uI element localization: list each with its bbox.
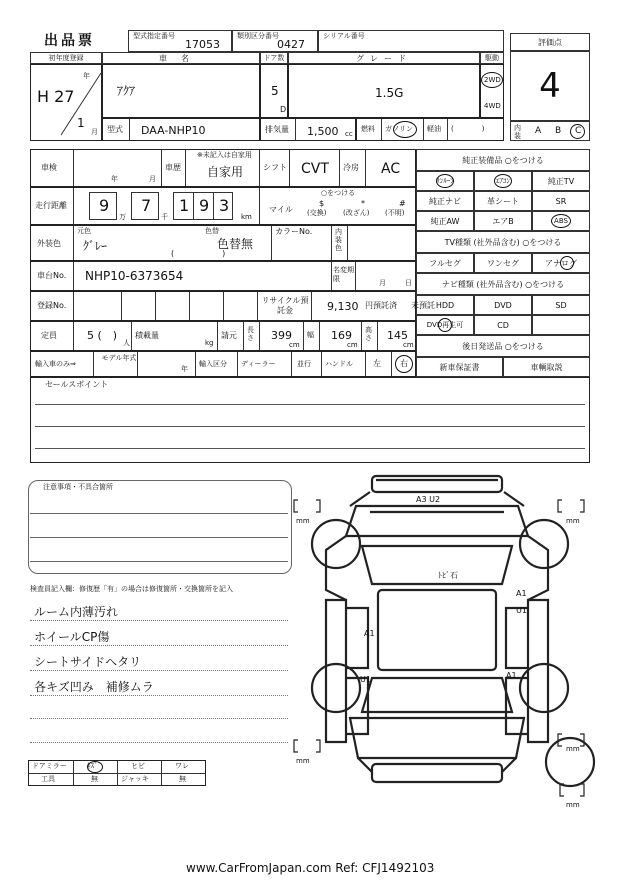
first-reg-month: 1 <box>77 116 85 130</box>
import-label: 輸入車のみ⇒ <box>35 360 76 368</box>
exchange-symbol: $ <box>319 199 325 208</box>
shift-value: CVT <box>301 161 329 177</box>
width-label: 幅 <box>307 331 314 339</box>
interior-color-label: 内装色 <box>335 228 342 252</box>
mirror-scratch-circle <box>87 761 103 773</box>
color-paren: ( ) <box>171 249 226 258</box>
recycle-label: リサイクル預託金 <box>261 296 309 315</box>
equip-airbag-label: エアB <box>492 216 514 226</box>
fuel-cell <box>356 118 504 141</box>
later-warranty-label: 新車保証書 <box>439 362 480 372</box>
navi-sd <box>532 295 590 315</box>
score-title-cell <box>510 33 590 51</box>
equip-aircon-label: ｴｱｺﾝ <box>496 177 510 185</box>
type-value: DAA-NHP10 <box>141 124 206 137</box>
navi-empty <box>532 315 590 335</box>
capacity-row <box>30 321 416 351</box>
tv-oneseg-label: ワンセグ <box>487 258 519 268</box>
sales-point-label: セールスポイント <box>45 380 109 389</box>
mm-label: mm <box>566 801 580 809</box>
inner-grade-a: A <box>535 126 542 136</box>
history-label: 車歴 <box>165 163 181 172</box>
note-line <box>30 718 288 719</box>
caution-label: 注意事項・不具合箇所 <box>43 483 113 491</box>
tv-type-title <box>416 231 590 253</box>
handle-left: 左 <box>373 359 381 368</box>
inspection-label: 車検 <box>41 163 57 172</box>
capacity-label: 定員 <box>41 331 57 340</box>
navi-cd-label: CD <box>497 320 509 330</box>
color-label: 外装色 <box>37 239 61 248</box>
factory-equip-title <box>416 149 590 171</box>
inner-grade-b: B <box>555 126 562 136</box>
displacement-label: 排気量 <box>265 125 289 134</box>
class-box <box>232 30 318 52</box>
first-reg-year: H 27 <box>37 87 75 106</box>
factory-equip-label: 純正装備品 ○をつける <box>462 155 544 165</box>
serial-label: シリアル番号 <box>323 32 365 40</box>
name-change-day: 日 <box>405 279 412 287</box>
recycle-value: 9,130 <box>327 300 359 313</box>
navi-dvd <box>474 295 532 315</box>
tv-analog-circle <box>560 256 574 270</box>
note-line <box>30 695 288 696</box>
color-no-label: カラーNo. <box>275 227 313 236</box>
equip-abs-circle <box>551 214 571 228</box>
mile-option: マイル <box>269 205 293 214</box>
note-line <box>30 742 288 743</box>
inspection-month-unit: 月 <box>149 175 156 183</box>
inner-grade-c: C <box>575 126 582 136</box>
mileage-digit-2: 7 <box>141 196 152 215</box>
damage-mark-right-rear: A1 <box>506 671 517 680</box>
navi-cd <box>474 315 532 335</box>
note-line <box>30 670 288 671</box>
mm-label: mm <box>566 745 580 753</box>
mileage-digit-1: 9 <box>99 196 110 215</box>
chassis-row <box>30 261 416 291</box>
score-title: 評価点 <box>538 37 562 47</box>
name-change-label: 名変期限 <box>333 266 354 283</box>
first-reg-label: 初年度登録 <box>48 54 84 62</box>
capacity-unit: 人 <box>123 339 130 347</box>
navi-type-label: ナビ種類 (社外品含む) ○をつける <box>441 279 565 289</box>
light-oil-label: 軽油 <box>427 125 441 133</box>
mirror-crack: ヒビ <box>131 762 145 770</box>
class-label: 類別区分番号 <box>237 32 279 40</box>
inner-grade-circle <box>570 124 585 139</box>
equip-sunroof-circle <box>436 174 454 188</box>
serial-box <box>318 30 504 52</box>
navi-hdd-label: HDD <box>435 300 455 310</box>
caution-line <box>30 561 288 562</box>
interior-grade-row <box>510 121 590 141</box>
note-line <box>30 645 288 646</box>
equip-sunroof-label: ｻﾝﾙｰﾌ <box>436 177 454 185</box>
navi-dvd-play-circle <box>438 318 452 332</box>
car-diagram <box>290 472 600 812</box>
drive-label-cell <box>480 52 504 64</box>
footer-ref: www.CarFromJapan.com Ref: CFJ1492103 <box>186 861 435 875</box>
import-row <box>30 351 416 377</box>
model-year-unit: 年 <box>181 365 188 373</box>
note-line <box>30 620 288 621</box>
tools-value: 無 <box>91 775 98 783</box>
ac-label: 冷房 <box>343 163 359 172</box>
km-unit: km <box>241 213 252 221</box>
later-items-title <box>416 335 590 357</box>
rear-bumper <box>372 764 502 782</box>
parallel-label: 並行 <box>297 360 311 368</box>
sales-point-box <box>30 377 590 463</box>
navi-sd-label: SD <box>555 300 567 310</box>
drive-2wd: 2WD <box>484 76 501 84</box>
exchange-label: (交換) <box>307 209 327 217</box>
car-name-cell <box>102 64 260 118</box>
note-item: 各キズ凹み 補修ムラ <box>34 680 154 694</box>
doors-label-cell <box>260 52 288 64</box>
year-unit: 年 <box>83 72 90 80</box>
navi-hdd <box>416 295 474 315</box>
grade-label: グレード <box>356 53 412 63</box>
width-cm-unit: cm <box>347 341 358 349</box>
tv-fullseg <box>416 253 474 273</box>
displacement-value: 1,500 <box>307 125 339 138</box>
equip-airbag <box>474 211 532 231</box>
grade-cell <box>288 64 480 118</box>
dealer-label: ディーラー <box>241 360 276 368</box>
rear-window <box>360 675 512 712</box>
equip-leather-label: 革シート <box>487 196 519 206</box>
cc-unit: cc <box>345 130 353 138</box>
equip-aw-label: 純正AW <box>430 216 460 226</box>
mm-label: mm <box>566 517 580 525</box>
mirror-scratch: ｷｽﾞ <box>87 762 98 770</box>
orig-color-label: 元色 <box>77 227 91 235</box>
class-value: 0427 <box>277 38 305 51</box>
model-year-label: モデル年式 <box>101 354 137 362</box>
note-item: ルーム内薄汚れ <box>34 605 119 619</box>
mirror-tools-table <box>28 760 206 786</box>
equip-navi-label: 純正ナビ <box>429 196 461 206</box>
mm-label: mm <box>296 757 310 765</box>
inspection-row <box>30 149 416 187</box>
roof <box>378 590 496 670</box>
damage-mark-front-bumper: A3 U2 <box>416 495 441 504</box>
doors-suffix: D <box>280 105 287 114</box>
windshield <box>362 546 512 584</box>
jack-label: ジャッキ <box>121 775 149 783</box>
tread-bracket-fl <box>294 500 320 512</box>
tread-bracket-fr <box>558 500 584 512</box>
left-door-panels <box>346 608 368 734</box>
mileage-label: 走行距離 <box>35 201 67 210</box>
not-deposit: 未預託 <box>411 301 435 310</box>
displacement-cell <box>260 118 356 141</box>
wheel-rear-left <box>312 664 360 712</box>
ask-label: 請元 <box>221 331 237 340</box>
name-change-month: 月 <box>379 279 386 287</box>
mile-note: ○をつける <box>321 189 356 197</box>
altered-label: (改ざん) <box>343 209 370 217</box>
unknown-label: (不明) <box>385 209 405 217</box>
history-value: 自家用 <box>207 165 244 179</box>
equip-leather <box>474 191 532 211</box>
later-manual <box>503 357 590 377</box>
height-cm-unit: cm <box>403 341 414 349</box>
damage-mark-right-fender-dent: U1 <box>516 606 527 615</box>
sheet-title: 出品票 <box>44 33 95 49</box>
mileage-digit-3: 1 <box>179 196 190 215</box>
caution-box <box>28 480 292 574</box>
tv-fullseg-label: フルセグ <box>429 258 461 268</box>
orig-color-value: ｸﾞﾚｰ <box>83 239 108 253</box>
grade-score: 4 <box>539 66 561 106</box>
trunk <box>350 718 524 758</box>
capacity-value: 5 ( ) <box>87 329 118 342</box>
recycle-unit: 円預託済 <box>365 301 397 310</box>
color-row <box>30 225 416 261</box>
inner-label: 内装 <box>514 124 521 140</box>
drive-label: 駆動 <box>485 54 499 62</box>
regno-label: 登録No. <box>37 301 67 310</box>
chassis-value: NHP10-6373654 <box>85 269 184 283</box>
model-cert-box <box>128 30 232 52</box>
grade-value: 1.5G <box>375 86 404 100</box>
fuel-circle <box>393 121 417 138</box>
equip-aw <box>416 211 474 231</box>
later-items-label: 後日発送品 ○をつける <box>462 341 544 351</box>
navi-type-title <box>416 273 590 295</box>
unknown-symbol: # <box>399 199 406 208</box>
model-cert-value: 17053 <box>185 38 220 51</box>
later-warranty <box>416 357 503 377</box>
damage-mark-left-door: A1 <box>364 629 375 638</box>
import-class-label: 輸入区分 <box>199 360 227 368</box>
fuel-label: 燃料 <box>361 125 375 133</box>
drive-2wd-circle <box>481 72 503 88</box>
model-cert-label: 型式指定番号 <box>133 32 175 40</box>
fuel-value: ガソリン <box>385 125 413 133</box>
handle-right-circle <box>395 355 413 373</box>
hood <box>346 506 528 536</box>
month-unit: 月 <box>91 128 98 136</box>
handle-right: 右 <box>400 359 408 368</box>
damage-mark-left-rear: U1 <box>360 675 371 684</box>
tread-bracket-rl <box>294 740 320 752</box>
tv-oneseg <box>474 253 532 273</box>
length-label: 長さ <box>247 326 254 342</box>
mileage-row <box>30 187 416 225</box>
type-label: 型式 <box>107 125 123 134</box>
mileage-digit-4: 9 <box>199 196 210 215</box>
first-reg-cell <box>30 64 102 141</box>
type-cell <box>102 118 260 141</box>
ac-value: AC <box>381 161 401 177</box>
drive-4wd: 4WD <box>484 102 501 110</box>
drive-cell <box>480 64 504 118</box>
equip-sr <box>532 191 590 211</box>
later-manual-label: 車輌取説 <box>530 362 563 372</box>
equip-aircon-circle <box>494 174 512 188</box>
doors-label: ドア数 <box>263 54 285 62</box>
inspector-label: 検査員記入欄：修復歴「有」の場合は修復箇所・交換箇所を記入 <box>30 585 233 593</box>
equip-navi <box>416 191 474 211</box>
handle-label: ハンドル <box>325 360 353 368</box>
equip-abs-label: ABS <box>554 217 568 225</box>
first-reg-label-cell <box>30 52 102 64</box>
tv-analog-label: アナログ <box>545 258 577 268</box>
tv-type-label: TV種類 (社外品含む) ○をつける <box>444 237 562 247</box>
length-cm-unit: cm <box>289 341 300 349</box>
doors-value: 5 <box>271 84 279 98</box>
caution-line <box>30 537 288 538</box>
doors-cell <box>260 64 288 118</box>
height-label: 高さ <box>365 326 372 342</box>
inspection-year-unit: 年 <box>111 175 118 183</box>
car-name-label-cell <box>102 52 260 64</box>
score-cell <box>510 51 590 121</box>
history-note: ※未記入は自家用 <box>197 151 252 159</box>
width-value: 169 <box>331 329 352 342</box>
load-kg-unit: kg <box>205 339 214 347</box>
equip-tv-label: 純正TV <box>547 176 575 186</box>
damage-mark-right-fender: A1 <box>516 589 527 598</box>
caution-line <box>30 513 288 514</box>
navi-dvd-label: DVD <box>494 300 512 310</box>
equip-sr-label: SR <box>555 196 567 206</box>
note-item: シートサイドヘタリ <box>34 655 142 669</box>
tools-label: 工具 <box>41 775 55 783</box>
wheel-front-right <box>520 520 568 568</box>
sen-unit: 千 <box>161 213 168 221</box>
regno-row <box>30 291 435 321</box>
jack-value: 無 <box>179 775 186 783</box>
chassis-label: 車台No. <box>37 271 67 280</box>
car-name-label: 車名 <box>159 53 203 63</box>
car-name-value: ｱｸｱ <box>117 84 136 98</box>
man-unit: 万 <box>119 213 126 221</box>
mm-label: mm <box>296 517 310 525</box>
damage-mark-windshield: ﾄﾋﾞ石 <box>438 571 458 580</box>
mileage-digit-5: 3 <box>219 196 230 215</box>
shift-label: シフト <box>263 163 287 172</box>
color-change-label: 色替 <box>205 227 219 235</box>
navi-dvd-play-label: DVD再生可 <box>426 321 464 329</box>
grade-label-cell <box>288 52 480 64</box>
mirror-break: ワレ <box>175 762 189 770</box>
mirror-label: ドアミラー <box>32 762 67 770</box>
note-item: ホイールCP傷 <box>34 630 110 644</box>
equip-tv <box>532 171 590 191</box>
front-bumper <box>372 476 502 492</box>
color-change-value: 色替無 <box>217 237 254 251</box>
load-label: 積載量 <box>135 331 159 340</box>
length-value: 399 <box>271 329 292 342</box>
height-value: 145 <box>387 329 408 342</box>
altered-symbol: * <box>361 199 365 208</box>
light-oil-paren: ( ) <box>451 125 485 133</box>
